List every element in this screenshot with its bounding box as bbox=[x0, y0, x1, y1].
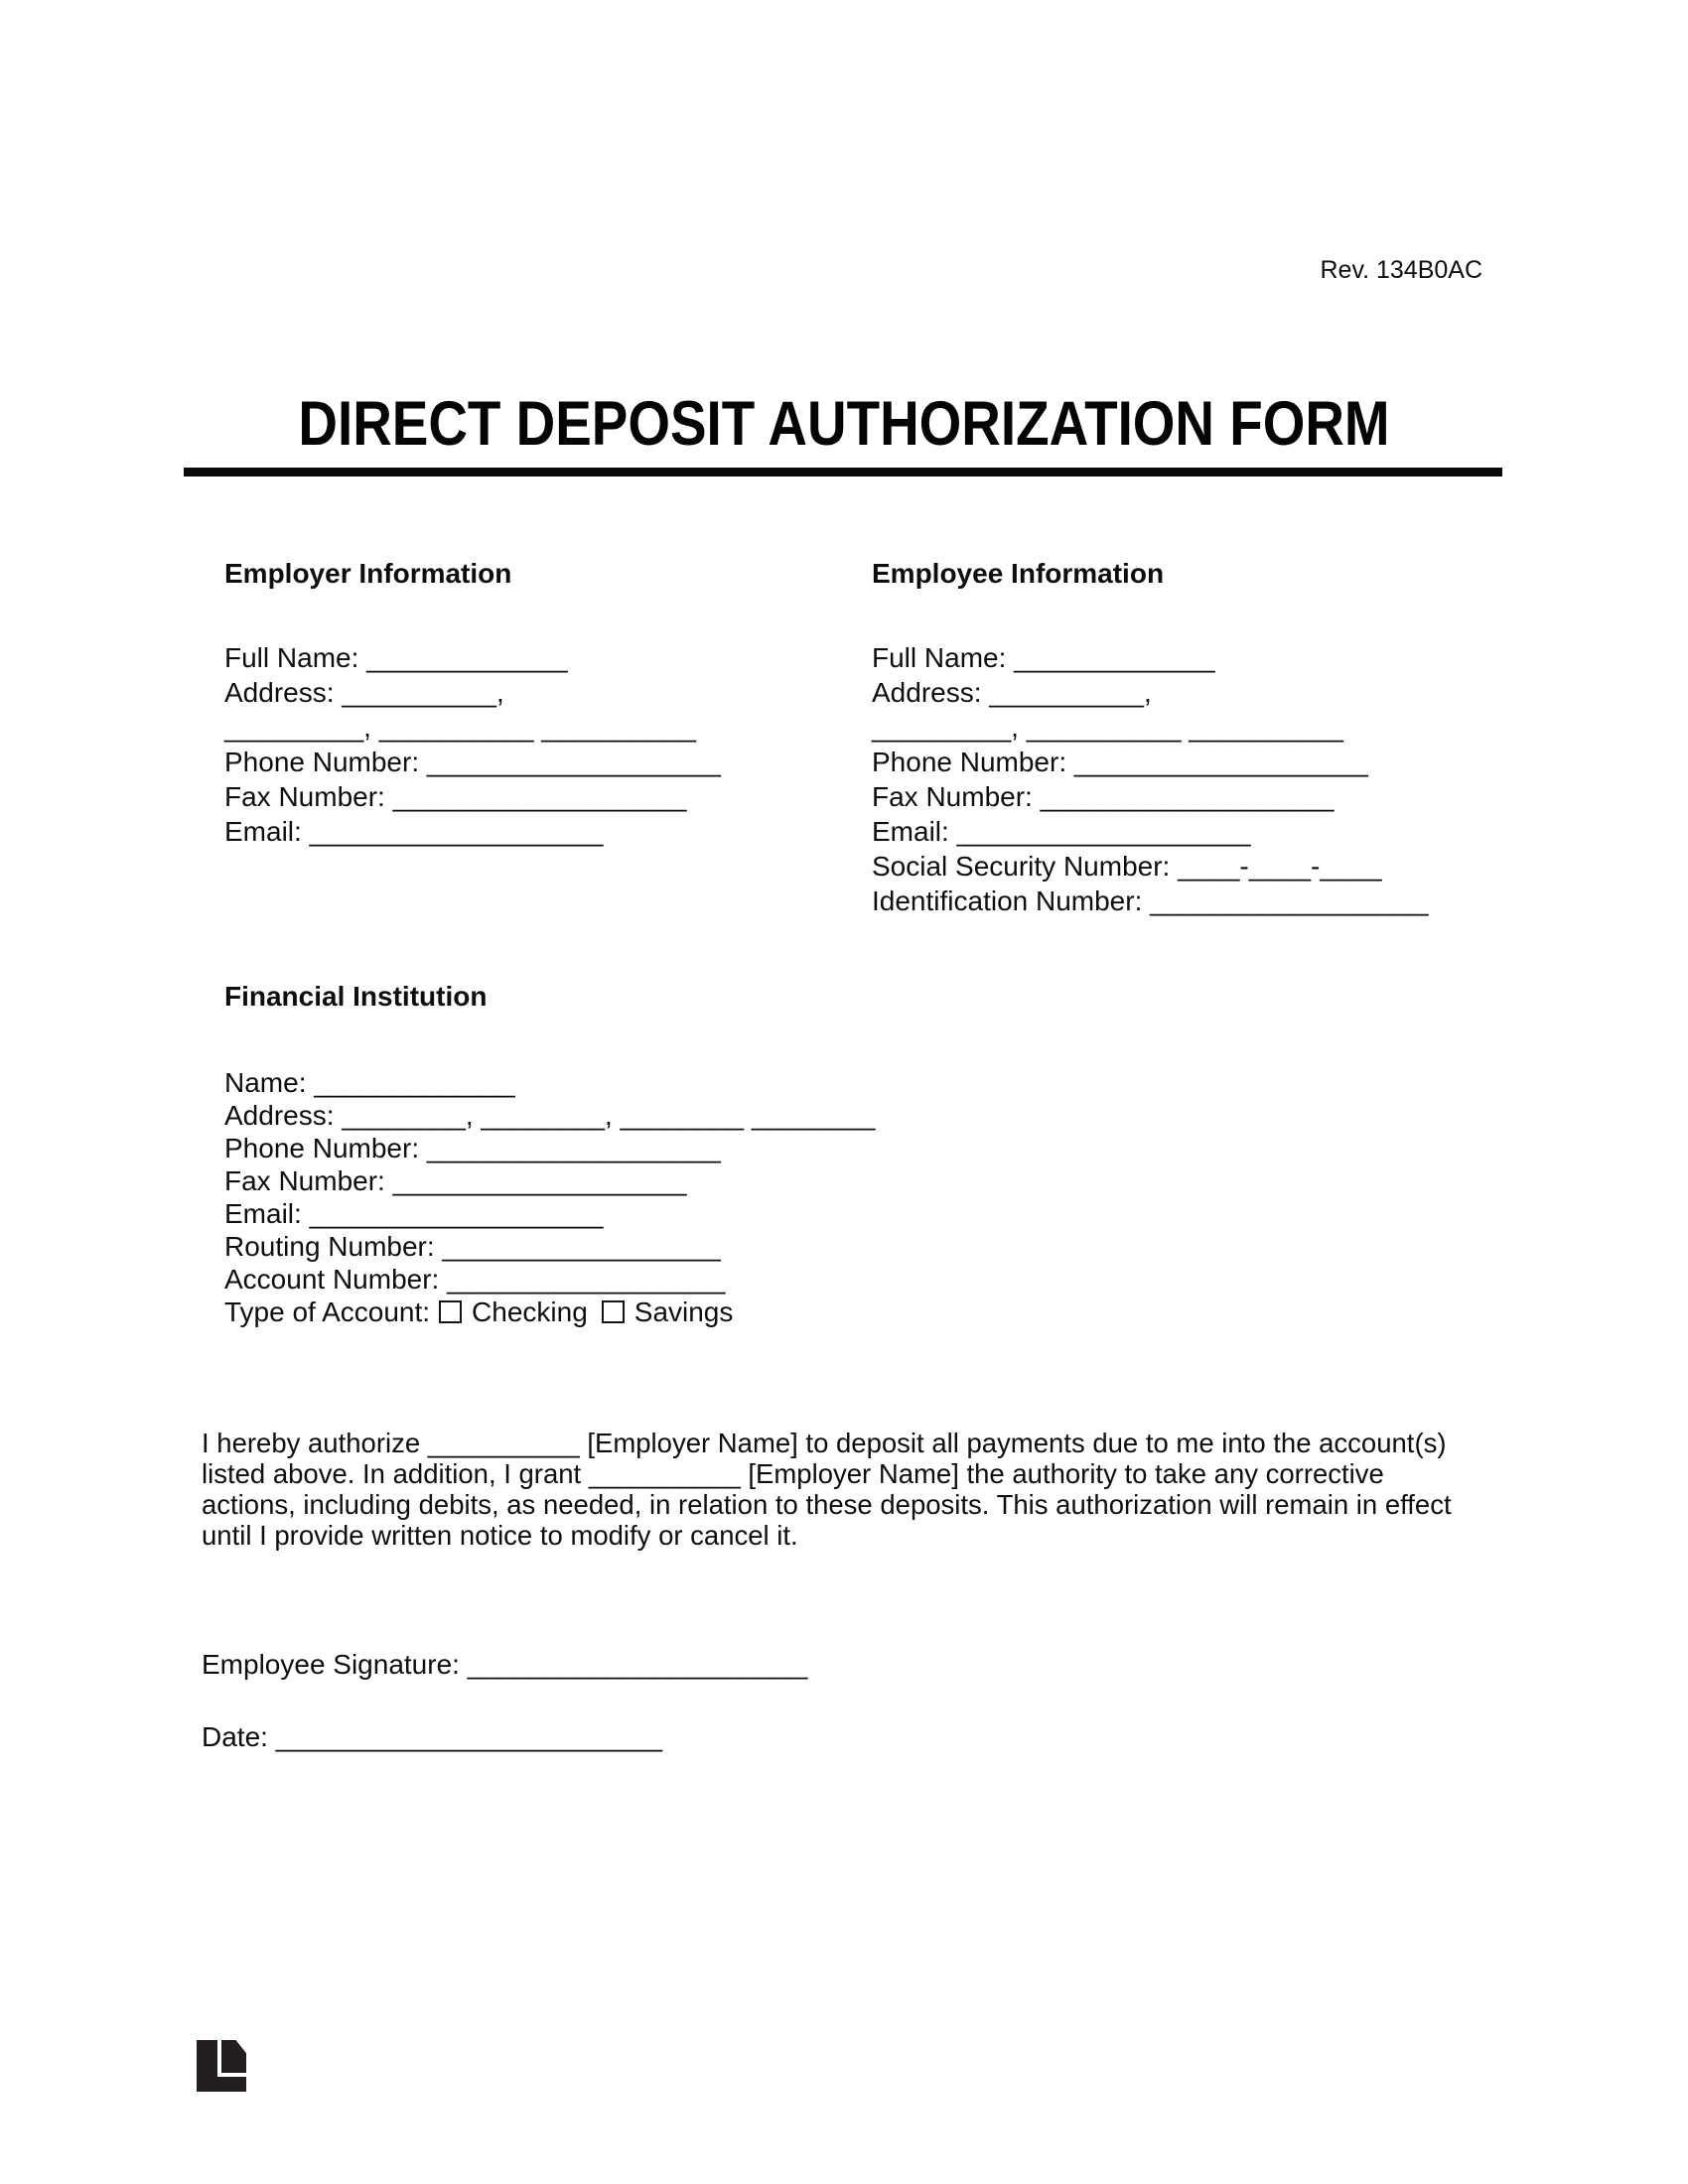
checking-checkbox[interactable] bbox=[439, 1300, 462, 1323]
field-row: Address: __________, bbox=[872, 677, 1152, 708]
financial-section-heading: Financial Institution bbox=[224, 981, 488, 1012]
legal-templates-logo bbox=[197, 2040, 246, 2092]
financial-fields bbox=[224, 1066, 875, 1296]
field-row: Account Number: __________________ bbox=[224, 1264, 726, 1295]
employee-fields bbox=[872, 640, 1428, 918]
field-row: Routing Number: __________________ bbox=[224, 1231, 721, 1262]
date-line: Date: _________________________ bbox=[202, 1721, 663, 1752]
logo-page-icon bbox=[221, 2040, 246, 2073]
savings-checkbox[interactable] bbox=[602, 1300, 625, 1323]
account-type-row bbox=[224, 1296, 733, 1328]
revision-label: Rev. 134B0AC bbox=[1320, 256, 1482, 284]
employee-signature-line: Employee Signature: ______________________ bbox=[202, 1649, 808, 1680]
field-row: Email: ___________________ bbox=[224, 816, 604, 847]
field-row: Phone Number: ___________________ bbox=[224, 1133, 721, 1163]
field-row: Name: _____________ bbox=[224, 1067, 515, 1098]
page-title: DIRECT DEPOSIT AUTHORIZATION FORM bbox=[298, 389, 1390, 459]
field-row: Phone Number: ___________________ bbox=[224, 747, 721, 777]
checking-label: Checking bbox=[472, 1297, 588, 1327]
field-row: Fax Number: ___________________ bbox=[872, 781, 1335, 812]
logo-bottom-bar bbox=[197, 2077, 246, 2092]
authorization-text: I hereby authorize __________ [Employer Name] to deposit all payments due to me into the account(s) listed above. In addition, I grant __________ [Employer Name] the authority to take any corrective actions, including debits, as needed, in relation to these deposits. This authorization will remain in effect until I provide written notice to modify or cancel it. bbox=[202, 1428, 1452, 1551]
employer-section-heading: Employer Information bbox=[224, 558, 512, 589]
account-type-label: Type of Account: bbox=[224, 1297, 431, 1327]
employer-fields bbox=[224, 640, 721, 849]
field-row: Phone Number: ___________________ bbox=[872, 747, 1368, 777]
field-row: Fax Number: ___________________ bbox=[224, 781, 687, 812]
field-row: Address: ________, ________, ________ ________ bbox=[224, 1100, 876, 1131]
field-row: Fax Number: ___________________ bbox=[224, 1165, 687, 1196]
field-row: Email: ___________________ bbox=[872, 816, 1251, 847]
field-row: Email: ___________________ bbox=[224, 1198, 604, 1229]
field-row: Address: __________, bbox=[224, 677, 504, 708]
employee-section-heading: Employee Information bbox=[872, 558, 1165, 589]
field-row: Social Security Number: ____-____-____ bbox=[872, 851, 1382, 882]
savings-label: Savings bbox=[633, 1297, 734, 1327]
field-row: _________, __________ __________ bbox=[224, 712, 696, 743]
field-row: Identification Number: __________________ bbox=[872, 886, 1429, 916]
field-row: _________, __________ __________ bbox=[872, 712, 1343, 743]
field-row: Full Name: _____________ bbox=[224, 642, 568, 673]
title-rule bbox=[184, 468, 1502, 477]
field-row: Full Name: _____________ bbox=[872, 642, 1215, 673]
